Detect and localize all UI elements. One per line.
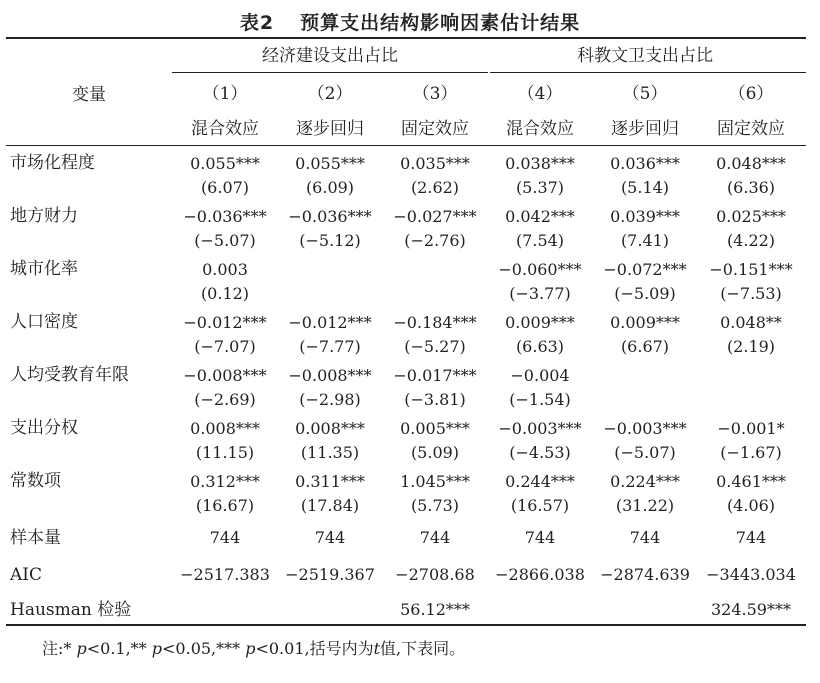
coefficient-cell: −0.036*** — [183, 207, 267, 226]
t-stat-cell: (−2.69) — [194, 390, 256, 409]
coefficient-cell: −0.012*** — [288, 313, 372, 332]
table-caption: 预算支出结构影响因素估计结果 — [300, 12, 581, 34]
column-method: 逐步回归 — [296, 119, 364, 139]
column-number: （4） — [517, 84, 563, 104]
t-stat-cell: (−2.76) — [404, 231, 466, 250]
column-number: （5） — [622, 84, 668, 104]
stat-cell: −2874.639 — [600, 565, 690, 584]
coefficient-cell: 0.008*** — [295, 419, 365, 438]
t-stat-cell: (6.67) — [620, 337, 670, 356]
t-stat-cell: (−5.12) — [299, 231, 361, 250]
t-stat-cell: (−3.77) — [509, 284, 571, 303]
coefficient-cell: 0.311*** — [295, 472, 365, 491]
t-stat-cell: (11.35) — [300, 443, 360, 462]
coefficient-cell: 0.039*** — [610, 207, 680, 226]
stat-cell: −2866.038 — [495, 565, 585, 584]
column-number: （1） — [202, 84, 248, 104]
column-method: 逐步回归 — [611, 119, 679, 139]
group-underline-economic — [172, 72, 488, 73]
coefficient-cell: 0.008*** — [190, 419, 260, 438]
stat-cell: 744 — [209, 528, 241, 547]
stat-cell: 744 — [314, 528, 346, 547]
t-stat-cell: (6.09) — [305, 178, 355, 197]
t-stat-cell: (2.62) — [410, 178, 460, 197]
t-stat-cell: (−5.09) — [614, 284, 676, 303]
t-stat-cell: (−1.67) — [720, 443, 782, 462]
t-stat-cell: (−5.07) — [194, 231, 256, 250]
stat-cell: 744 — [419, 528, 451, 547]
coefficient-cell: 0.048*** — [716, 154, 786, 173]
coefficient-cell: 0.009*** — [610, 313, 680, 332]
row-label: 常数项 — [10, 471, 61, 491]
t-stat-cell: (−3.81) — [404, 390, 466, 409]
t-stat-cell: (6.36) — [726, 178, 776, 197]
stat-cell: 56.12*** — [400, 600, 470, 619]
row-label: 城市化率 — [10, 259, 78, 279]
column-number: （2） — [307, 84, 353, 104]
coefficient-cell: −0.003*** — [498, 419, 582, 438]
t-stat-cell: (31.22) — [615, 496, 675, 515]
t-stat-cell: (5.73) — [410, 496, 460, 515]
t-stat-cell: (4.22) — [726, 231, 776, 250]
t-stat-cell: (−1.54) — [509, 390, 571, 409]
t-stat-cell: (2.19) — [726, 337, 776, 356]
t-stat-cell: (5.14) — [620, 178, 670, 197]
row-label: 市场化程度 — [10, 153, 95, 173]
variable-header: 变量 — [72, 85, 106, 105]
column-method: 固定效应 — [717, 119, 785, 139]
coefficient-cell: 0.005*** — [400, 419, 470, 438]
stat-cell: 744 — [735, 528, 767, 547]
stat-cell: −2517.383 — [180, 565, 270, 584]
stat-cell: −2708.68 — [395, 565, 475, 584]
column-method: 固定效应 — [401, 119, 469, 139]
row-label: 支出分权 — [10, 418, 78, 438]
coefficient-cell: −0.027*** — [393, 207, 477, 226]
coefficient-cell: −0.017*** — [393, 366, 477, 385]
coefficient-cell: 0.312*** — [190, 472, 260, 491]
coefficient-cell: 0.025*** — [716, 207, 786, 226]
coefficient-cell: −0.003*** — [603, 419, 687, 438]
table-title — [0, 8, 820, 35]
column-number: （6） — [728, 84, 774, 104]
t-stat-cell: (4.06) — [726, 496, 776, 515]
stat-cell: 324.59*** — [711, 600, 791, 619]
table-number: 表2 — [239, 12, 275, 34]
coefficient-cell: −0.060*** — [498, 260, 582, 279]
coefficient-cell: −0.008*** — [183, 366, 267, 385]
coefficient-cell: 0.055*** — [295, 154, 365, 173]
coefficient-cell: −0.072*** — [603, 260, 687, 279]
t-stat-cell: (−7.77) — [299, 337, 361, 356]
coefficient-cell: −0.004 — [510, 366, 570, 385]
coefficient-cell: 0.055*** — [190, 154, 260, 173]
coefficient-cell: 0.048** — [720, 313, 782, 332]
t-stat-cell: (6.63) — [515, 337, 565, 356]
coefficient-cell: −0.151*** — [709, 260, 793, 279]
stat-label: Hausman 检验 — [10, 600, 132, 620]
coefficient-cell: 0.461*** — [716, 472, 786, 491]
coefficient-cell: 0.038*** — [505, 154, 575, 173]
header-rule — [6, 145, 806, 146]
coefficient-cell: 0.009*** — [505, 313, 575, 332]
row-label: 人均受教育年限 — [10, 365, 129, 385]
t-stat-cell: (5.09) — [410, 443, 460, 462]
coefficient-cell: 0.244*** — [505, 472, 575, 491]
column-method: 混合效应 — [506, 119, 574, 139]
coefficient-cell: −0.001* — [717, 419, 785, 438]
bottom-rule — [6, 624, 806, 626]
coefficient-cell: −0.036*** — [288, 207, 372, 226]
t-stat-cell: (−5.07) — [614, 443, 676, 462]
group-underline-education — [490, 72, 806, 73]
stat-cell: 744 — [524, 528, 556, 547]
coefficient-cell: 0.035*** — [400, 154, 470, 173]
table-note: 注:* p<0.1,** p<0.05,*** p<0.01,括号内为t值,下表同。 — [42, 639, 466, 658]
t-stat-cell: (17.84) — [300, 496, 360, 515]
group-header-economic: 经济建设支出占比 — [262, 46, 398, 66]
t-stat-cell: (16.57) — [510, 496, 570, 515]
t-stat-cell: (−4.53) — [509, 443, 571, 462]
stat-cell: 744 — [629, 528, 661, 547]
t-stat-cell: (5.37) — [515, 178, 565, 197]
coefficient-cell: 0.036*** — [610, 154, 680, 173]
t-stat-cell: (−7.07) — [194, 337, 256, 356]
column-method: 混合效应 — [191, 119, 259, 139]
t-stat-cell: (7.41) — [620, 231, 670, 250]
coefficient-cell: −0.008*** — [288, 366, 372, 385]
row-label: 人口密度 — [10, 312, 78, 332]
t-stat-cell: (11.15) — [195, 443, 255, 462]
coefficient-cell: 0.003 — [202, 260, 248, 279]
stat-label: 样本量 — [10, 528, 61, 548]
t-stat-cell: (16.67) — [195, 496, 255, 515]
stat-cell: −2519.367 — [285, 565, 375, 584]
coefficient-cell: 0.042*** — [505, 207, 575, 226]
t-stat-cell: (7.54) — [515, 231, 565, 250]
t-stat-cell: (−7.53) — [720, 284, 782, 303]
top-rule — [6, 37, 806, 39]
row-label: 地方财力 — [10, 206, 78, 226]
t-stat-cell: (−2.98) — [299, 390, 361, 409]
column-number: （3） — [412, 84, 458, 104]
t-stat-cell: (−5.27) — [404, 337, 466, 356]
coefficient-cell: 0.224*** — [610, 472, 680, 491]
t-stat-cell: (6.07) — [200, 178, 250, 197]
stat-cell: −3443.034 — [706, 565, 796, 584]
group-header-education: 科教文卫支出占比 — [577, 46, 713, 66]
coefficient-cell: −0.184*** — [393, 313, 477, 332]
coefficient-cell: 1.045*** — [400, 472, 470, 491]
t-stat-cell: (0.12) — [200, 284, 250, 303]
coefficient-cell: −0.012*** — [183, 313, 267, 332]
stat-label: AIC — [10, 565, 42, 585]
